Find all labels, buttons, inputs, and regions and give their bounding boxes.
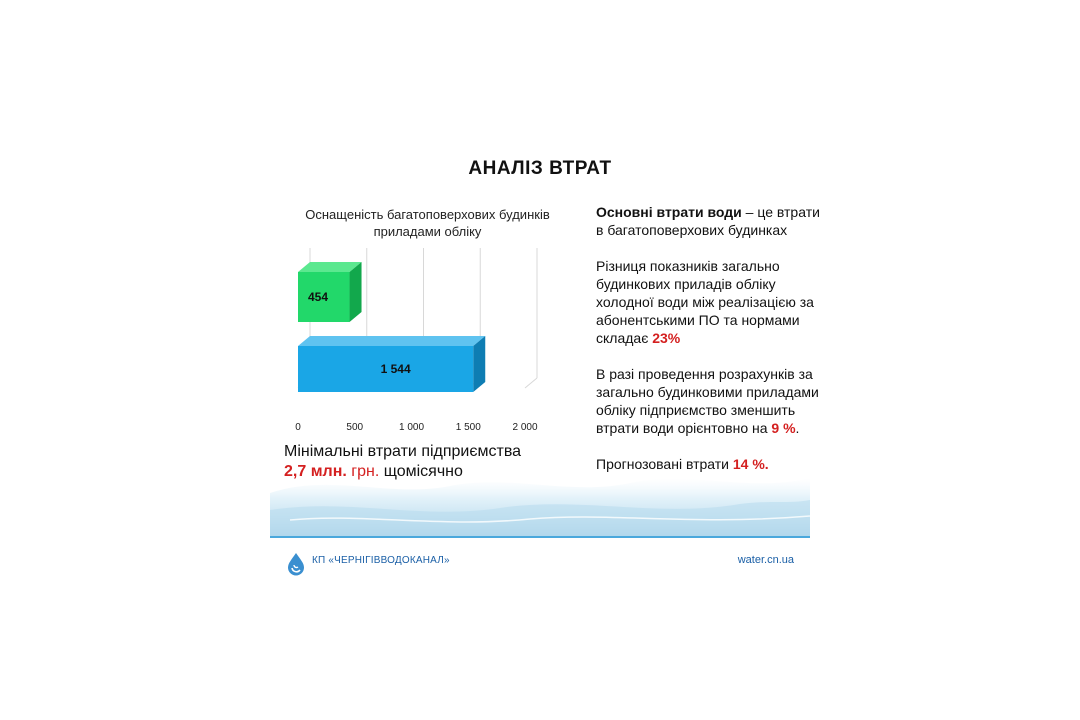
calculation-text: В разі проведення розрахунків за загально будинковими приладами обліку підприємство зменшить втрати води орієнтовно на xyxy=(596,366,819,436)
x-tick-label: 2 000 xyxy=(512,422,538,433)
forecast-text: Прогнозовані втрати xyxy=(596,456,733,472)
bar-top xyxy=(298,336,485,346)
calculation-highlight: 9 % xyxy=(771,420,796,436)
paragraph-difference xyxy=(596,257,826,347)
forecast-highlight: 14 %. xyxy=(732,456,769,472)
main-losses-bold: Основні втрати води xyxy=(596,204,742,220)
paragraph-calculation xyxy=(596,365,826,437)
bar-data-label: 454 xyxy=(307,290,329,304)
chart-title: Оснащеність багатоповерхових будинків приладами обліку xyxy=(305,207,550,239)
x-tick-label: 1 000 xyxy=(398,422,425,433)
bar-side xyxy=(350,262,362,322)
min-loss-currency: грн. xyxy=(351,463,380,480)
x-tick-label: 0 xyxy=(295,422,301,433)
footer-website-link[interactable]: water.cn.ua xyxy=(737,554,794,566)
slide xyxy=(270,148,820,578)
page-title: АНАЛІЗ ВТРАТ xyxy=(468,158,612,179)
min-loss-amount: 2,7 млн. xyxy=(284,463,347,480)
footer-divider xyxy=(270,536,810,538)
water-drop-logo-icon xyxy=(286,552,306,576)
difference-text: Різниця показників загально будинкових приладів обліку холодної води між реалізацією за абонентськими ПО та нормами складає xyxy=(596,258,814,346)
paragraph-forecast xyxy=(596,455,826,473)
right-text-block xyxy=(596,203,826,491)
min-loss-text xyxy=(284,442,564,482)
bar-data-label: 1 544 xyxy=(380,362,411,376)
gridline-floor xyxy=(525,378,537,388)
min-loss-line1: Мінімальні втрати підприємства xyxy=(284,443,522,460)
paragraph-main-losses xyxy=(596,203,826,239)
calculation-end: . xyxy=(795,420,800,436)
x-tick-label: 1 500 xyxy=(455,422,481,433)
min-loss-period: щомісячно xyxy=(383,463,463,480)
difference-highlight: 23% xyxy=(652,330,681,346)
main-losses-rest: – це втрати в багатоповерхових будинках xyxy=(596,204,820,238)
x-tick-label: 500 xyxy=(346,422,364,433)
footer-organization: КП «ЧЕРНІГІВВОДОКАНАЛ» xyxy=(312,555,450,566)
min-loss-line2 xyxy=(284,462,564,482)
